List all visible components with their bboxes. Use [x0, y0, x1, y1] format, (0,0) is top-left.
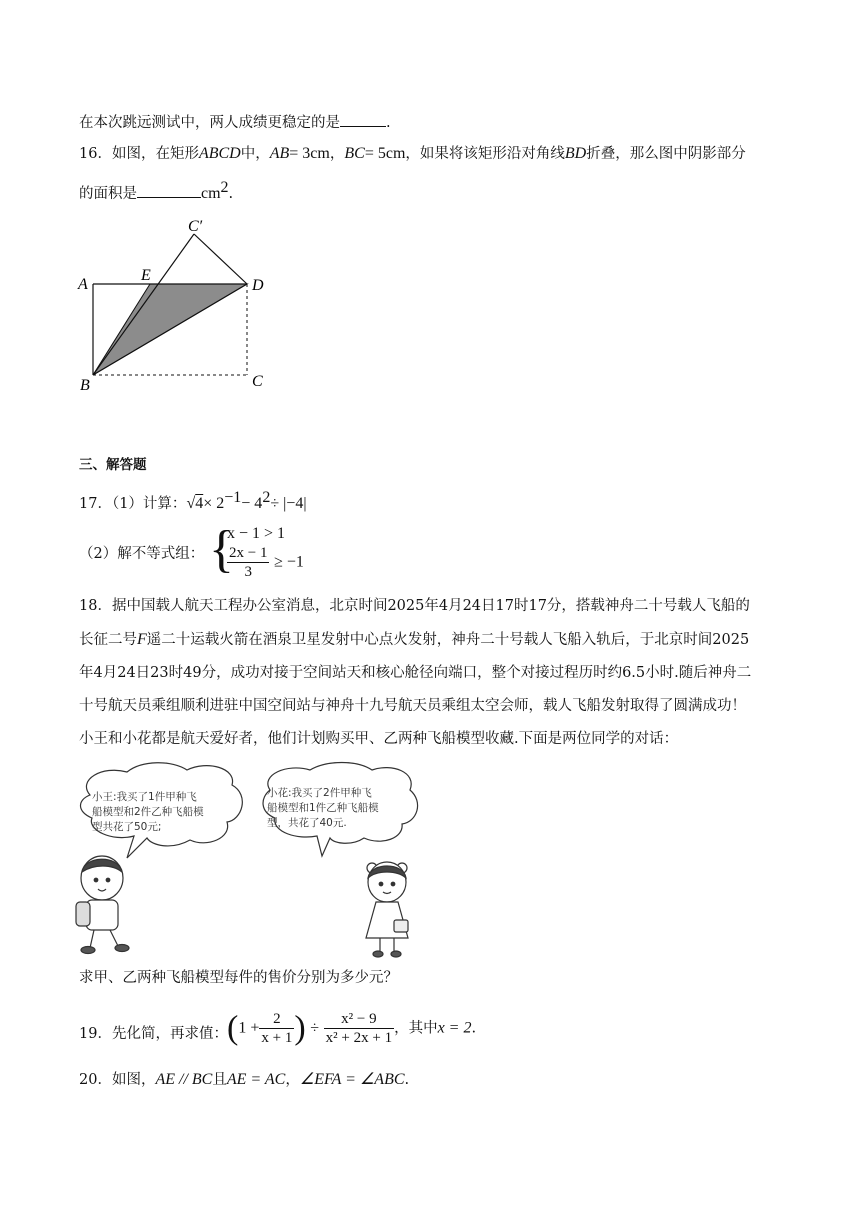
svg-text:船模型和1件乙种飞船模: 船模型和1件乙种飞船模: [267, 802, 379, 814]
svg-text:小花:我买了2件甲种飞: 小花:我买了2件甲种飞: [267, 787, 372, 799]
girl-figure: [366, 862, 408, 957]
side-c-prime-d: [194, 234, 247, 284]
boy-figure: [76, 856, 129, 954]
label-c-prime: C′: [188, 218, 203, 235]
svg-text:型，共花了40元.: 型，共花了40元.: [267, 817, 347, 829]
q16-line1: 16．如图，在矩形ABCD中，AB= 3cm，BC= 5cm，如果将该矩形沿对角线BD折叠，那么图中阴影部分: [79, 145, 746, 162]
answer-blank: [137, 183, 201, 198]
q18-line2: 长征二号F遥二十运载火箭在酒泉卫星发射中心点火发射，神舟二十号载人飞船入轨后，于北京时间2025: [79, 631, 750, 648]
svg-text:型共花了50元;: 型共花了50元;: [92, 821, 162, 833]
label-c: C: [252, 373, 263, 390]
fraction: $\frac{\text{x² − 9}}{\text{x² + 2x + 1}}$: [325, 1011, 393, 1046]
label-b: B: [80, 377, 90, 394]
dialogue-illustration: [72, 760, 432, 960]
q15-tail: 在本次跳远测试中，两人成绩更稳定的是 .: [79, 112, 391, 133]
section-title: 三、解答题: [79, 457, 147, 473]
q18-line3: 年4月24日23时49分，成功对接于空间站天和核心舱径向端口，整个对接过程历时约6.5小时.随后神舟二: [79, 665, 752, 681]
label-e: E: [141, 267, 151, 284]
fraction: $\frac{2}{x + 1}$: [261, 1011, 293, 1046]
q18-question: 求甲、乙两种飞船模型每件的售价分别为多少元？: [79, 970, 398, 986]
fraction: $\frac{2x - 1}{3}$: [229, 545, 268, 580]
answer-blank: [340, 112, 386, 127]
q18-line5: 小王和小花都是航天爱好者，他们计划购买甲、乙两种飞船模型收藏.下面是两位同学的对话：: [79, 731, 679, 747]
q18-line4: 十号航天员乘组顺利进驻中国空间站与神舟十九号航天员乘组太空会师，载人飞船发射取得了圆满成功！: [79, 698, 746, 714]
svg-text:船模型和2件乙种飞船模: 船模型和2件乙种飞船模: [92, 806, 204, 818]
q20: 20．如图，AE // BC且AE = AC，∠EFA = ∠ABC.: [79, 1071, 410, 1088]
rectangle-fold-figure: [70, 210, 280, 400]
brace: {: [209, 521, 234, 578]
q18-line1: 18．据中国载人航天工程办公室消息，北京时间2025年4月24日17时17分，搭载神舟二十号载人飞船的: [79, 598, 750, 614]
q16-line2: 的面积是 $cm^2$.: [79, 179, 234, 202]
q19-expression: (1 + $\frac{2}{x + 1}$ ) ÷ $\frac{\text{x² − 9}}{\text{x² + 2x + 1}}$ ，其中x = 2.: [227, 1009, 477, 1047]
label-a: A: [78, 276, 88, 293]
q17-part1: 17．（1）计算：$√4\times 2^{-1}- 4^2\div |-4|$: [79, 489, 307, 512]
svg-text:小王:我买了1件甲种飞: 小王:我买了1件甲种飞: [92, 791, 197, 803]
label-d: D: [252, 277, 264, 294]
